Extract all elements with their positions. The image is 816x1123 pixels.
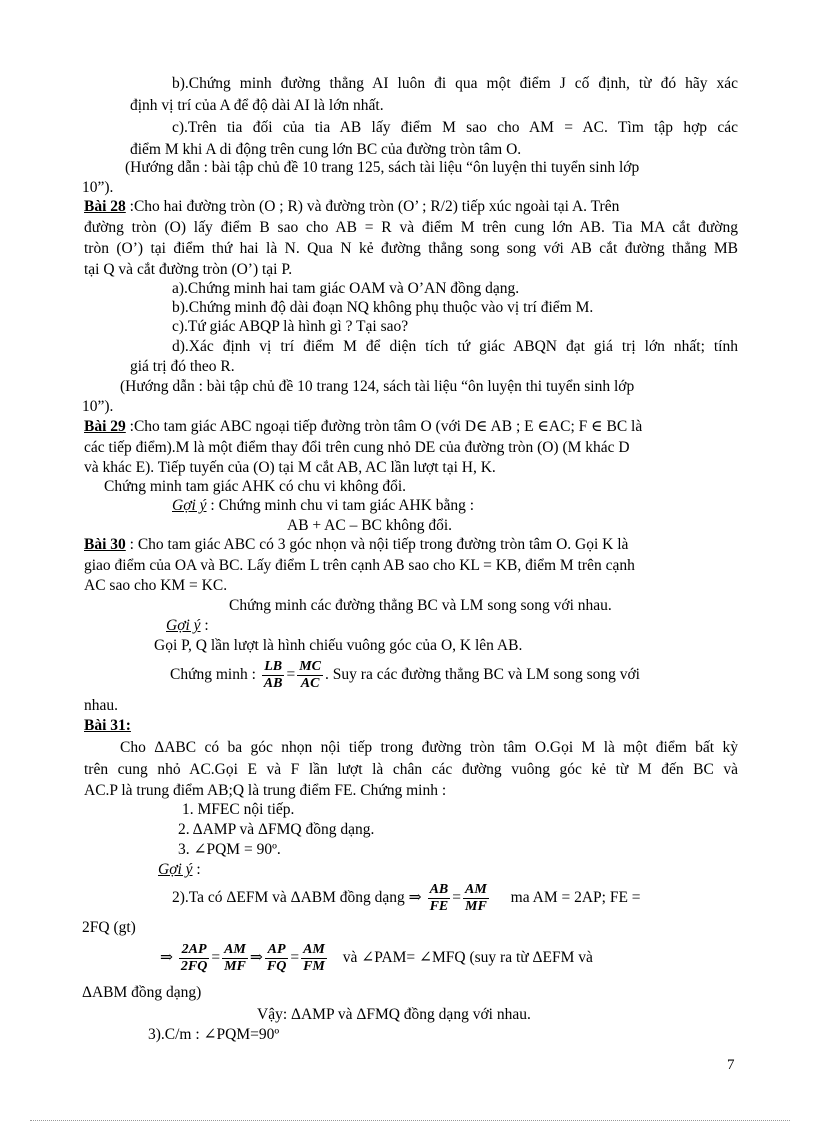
text-line: giá trị đó theo R. bbox=[130, 358, 235, 375]
text-line: giao điểm của OA và BC. Lấy điểm L trên cạnh AB sao cho KL = KB, điểm M trên cạnh bbox=[84, 557, 635, 574]
equals-sign: = bbox=[286, 666, 296, 683]
goi-y-line bbox=[172, 496, 474, 516]
page-bottom-divider bbox=[30, 1120, 790, 1121]
fraction-numerator: AM bbox=[224, 941, 246, 957]
text-line: (Hướng dẫn : bài tập chủ đề 10 trang 125, sách tài liệu “ôn luyện thi tuyển sinh lớp bbox=[125, 159, 640, 176]
goi-y-line bbox=[166, 616, 209, 636]
fraction-numerator: 2AP bbox=[181, 941, 207, 957]
text-span: Chứng minh : bbox=[170, 666, 256, 683]
text-line: tại Q và cắt đường tròn (O’) tại P. bbox=[84, 261, 293, 278]
fraction-denominator: AC bbox=[297, 675, 323, 692]
fraction-denominator: MF bbox=[465, 898, 487, 914]
fraction-denominator: FQ bbox=[266, 958, 287, 974]
text-line: Vậy: ΔAMP và ΔFMQ đồng dạng với nhau. bbox=[257, 1006, 531, 1023]
text-span: : Chứng minh chu vi tam giác AHK bằng : bbox=[206, 497, 475, 514]
text-line: 3. ∠PQM = 90º. bbox=[178, 841, 281, 858]
text-line: d).Xác định vị trí điểm M để diện tích tứ giác ABQN đạt giá trị lớn nhất; tính bbox=[172, 338, 738, 355]
bai-30-label: Bài 30 bbox=[84, 536, 126, 553]
text-line: 10”). bbox=[82, 398, 114, 415]
text-line: 1. MFEC nội tiếp. bbox=[182, 801, 295, 818]
text-line: c).Tứ giác ABQP là hình gì ? Tại sao? bbox=[172, 318, 409, 335]
fraction bbox=[179, 942, 209, 975]
text-span: : bbox=[192, 861, 201, 878]
bai-30-heading-line bbox=[84, 535, 628, 555]
text-line: AB + AC – BC không đổi. bbox=[287, 517, 453, 534]
fraction-numerator: AM bbox=[303, 941, 325, 957]
fraction-denominator: AB bbox=[263, 675, 283, 691]
text-span: . Suy ra các đường thẳng BC và LM song song với bbox=[325, 666, 640, 683]
fraction bbox=[428, 882, 451, 915]
fraction-numerator: AM bbox=[465, 881, 487, 897]
fraction-numerator: AP bbox=[267, 941, 286, 957]
text-span: :Cho hai đường tròn (O ; R) và đường tròn (O’ ; R/2) tiếp xúc ngoài tại A. Trên bbox=[125, 198, 620, 215]
fraction-numerator: AB bbox=[429, 881, 449, 897]
text-line: 2FQ (gt) bbox=[82, 919, 136, 936]
goi-y-line bbox=[158, 860, 201, 880]
page-number: 7 bbox=[727, 1057, 735, 1073]
implies-arrow: ⇒ bbox=[249, 949, 263, 966]
text-span: :Cho tam giác ABC ngoại tiếp đường tròn tâm O (với D∈ AB ; E ∈AC; F ∈ BC là bbox=[125, 418, 643, 435]
bai-29-label: Bài 29 bbox=[84, 418, 126, 435]
text-line: Chứng minh tam giác AHK có chu vi không đổi. bbox=[104, 478, 407, 495]
text-line: Gọi P, Q lần lượt là hình chiếu vuông góc của O, K lên AB. bbox=[154, 637, 523, 654]
text-line: b).Chứng minh độ dài đoạn NQ không phụ thuộc vào vị trí điểm M. bbox=[172, 299, 594, 316]
text-line: Chứng minh các đường thẳng BC và LM song song với nhau. bbox=[229, 597, 612, 614]
fraction bbox=[297, 659, 323, 692]
formula-line bbox=[170, 658, 640, 692]
text-line: tròn (O’) tại điểm thứ hai là N. Qua N kẻ đường thẳng song song với AB cắt đường thẳng MB bbox=[84, 240, 738, 257]
goi-y-label: Gợi ý bbox=[172, 497, 207, 514]
fraction bbox=[265, 942, 288, 975]
text-line: (Hướng dẫn : bài tập chủ đề 10 trang 124, sách tài liệu “ôn luyện thi tuyển sinh lớp bbox=[120, 378, 635, 395]
fraction-numerator: LB bbox=[264, 658, 283, 674]
text-line: a).Chứng minh hai tam giác OAM và O’AN đồng dạng. bbox=[172, 280, 520, 297]
text-line: AC sao cho KM = KC. bbox=[84, 577, 228, 594]
formula-line bbox=[172, 880, 641, 916]
text-line: nhau. bbox=[84, 697, 119, 714]
bai-28-label: Bài 28 bbox=[84, 198, 126, 215]
text-span: : bbox=[200, 617, 209, 634]
implies-arrow: ⇒ bbox=[160, 949, 173, 966]
text-line: 2. ΔAMP và ΔFMQ đồng dạng. bbox=[178, 821, 375, 838]
goi-y-label: Gợi ý bbox=[166, 617, 201, 634]
fraction-denominator: MF bbox=[224, 958, 246, 974]
text-line: trên cung nhỏ AC.Gọi E và F lần lượt là chân các đường vuông góc kẻ từ M đến BC và bbox=[84, 761, 738, 778]
bai-29-heading-line bbox=[84, 417, 642, 437]
text-line: Cho ΔABC có ba góc nhọn nội tiếp trong đường tròn tâm O.Gọi M là một điểm bất kỳ bbox=[120, 739, 738, 756]
fraction bbox=[262, 659, 285, 692]
text-line: ΔABM đồng dạng) bbox=[82, 984, 202, 1001]
text-span: ma AM = 2AP; FE = bbox=[510, 889, 641, 906]
equals-sign: = bbox=[211, 949, 221, 966]
text-line: đường tròn (O) lấy điểm B sao cho AB = R và điểm M trên cung lớn AB. Tia MA cắt đường bbox=[84, 219, 738, 236]
fraction bbox=[463, 882, 489, 915]
text-line: và khác E). Tiếp tuyến của (O) tại M cắt AB, AC lần lượt tại H, K. bbox=[84, 459, 496, 476]
text-line: định vị trí của A để độ dài AI là lớn nhất. bbox=[130, 97, 384, 114]
bai-28-heading-line bbox=[84, 197, 738, 217]
text-span: 2).Ta có ΔEFM và ΔABM đồng dạng ⇒ bbox=[172, 889, 422, 906]
fraction bbox=[222, 942, 248, 975]
fraction-numerator: MC bbox=[299, 658, 322, 674]
formula-line bbox=[160, 940, 593, 976]
text-line: b).Chứng minh đường thẳng AI luôn đi qua một điểm J cố định, từ đó hãy xác bbox=[172, 75, 738, 92]
fraction-denominator: FE bbox=[429, 898, 449, 914]
text-span: : Cho tam giác ABC có 3 góc nhọn và nội tiếp trong đường tròn tâm O. Gọi K là bbox=[125, 536, 629, 553]
goi-y-label: Gợi ý bbox=[158, 861, 193, 878]
equals-sign: = bbox=[290, 949, 300, 966]
text-line: AC.P là trung điểm AB;Q là trung điểm FE. Chứng minh : bbox=[84, 782, 447, 799]
fraction bbox=[301, 942, 327, 975]
text-line: các tiếp điểm).M là một điểm thay đổi trên cung nhỏ DE của đường tròn (O) (M khác D bbox=[84, 439, 630, 456]
text-line: 10”). bbox=[82, 179, 114, 196]
equals-sign: = bbox=[452, 889, 461, 906]
text-line: 3).C/m : ∠PQM=90º bbox=[148, 1026, 280, 1043]
bai-31-label: Bài 31: bbox=[84, 717, 131, 734]
fraction-denominator: FM bbox=[303, 958, 325, 974]
text-span: và ∠PAM= ∠MFQ (suy ra từ ΔEFM và bbox=[342, 949, 593, 966]
fraction-denominator: 2FQ bbox=[180, 958, 208, 974]
text-line: c).Trên tia đối của tia AB lấy điểm M sao cho AM = AC. Tìm tập hợp các bbox=[172, 119, 738, 136]
text-line: điểm M khi A di động trên cung lớn BC của đường tròn tâm O. bbox=[130, 141, 522, 158]
